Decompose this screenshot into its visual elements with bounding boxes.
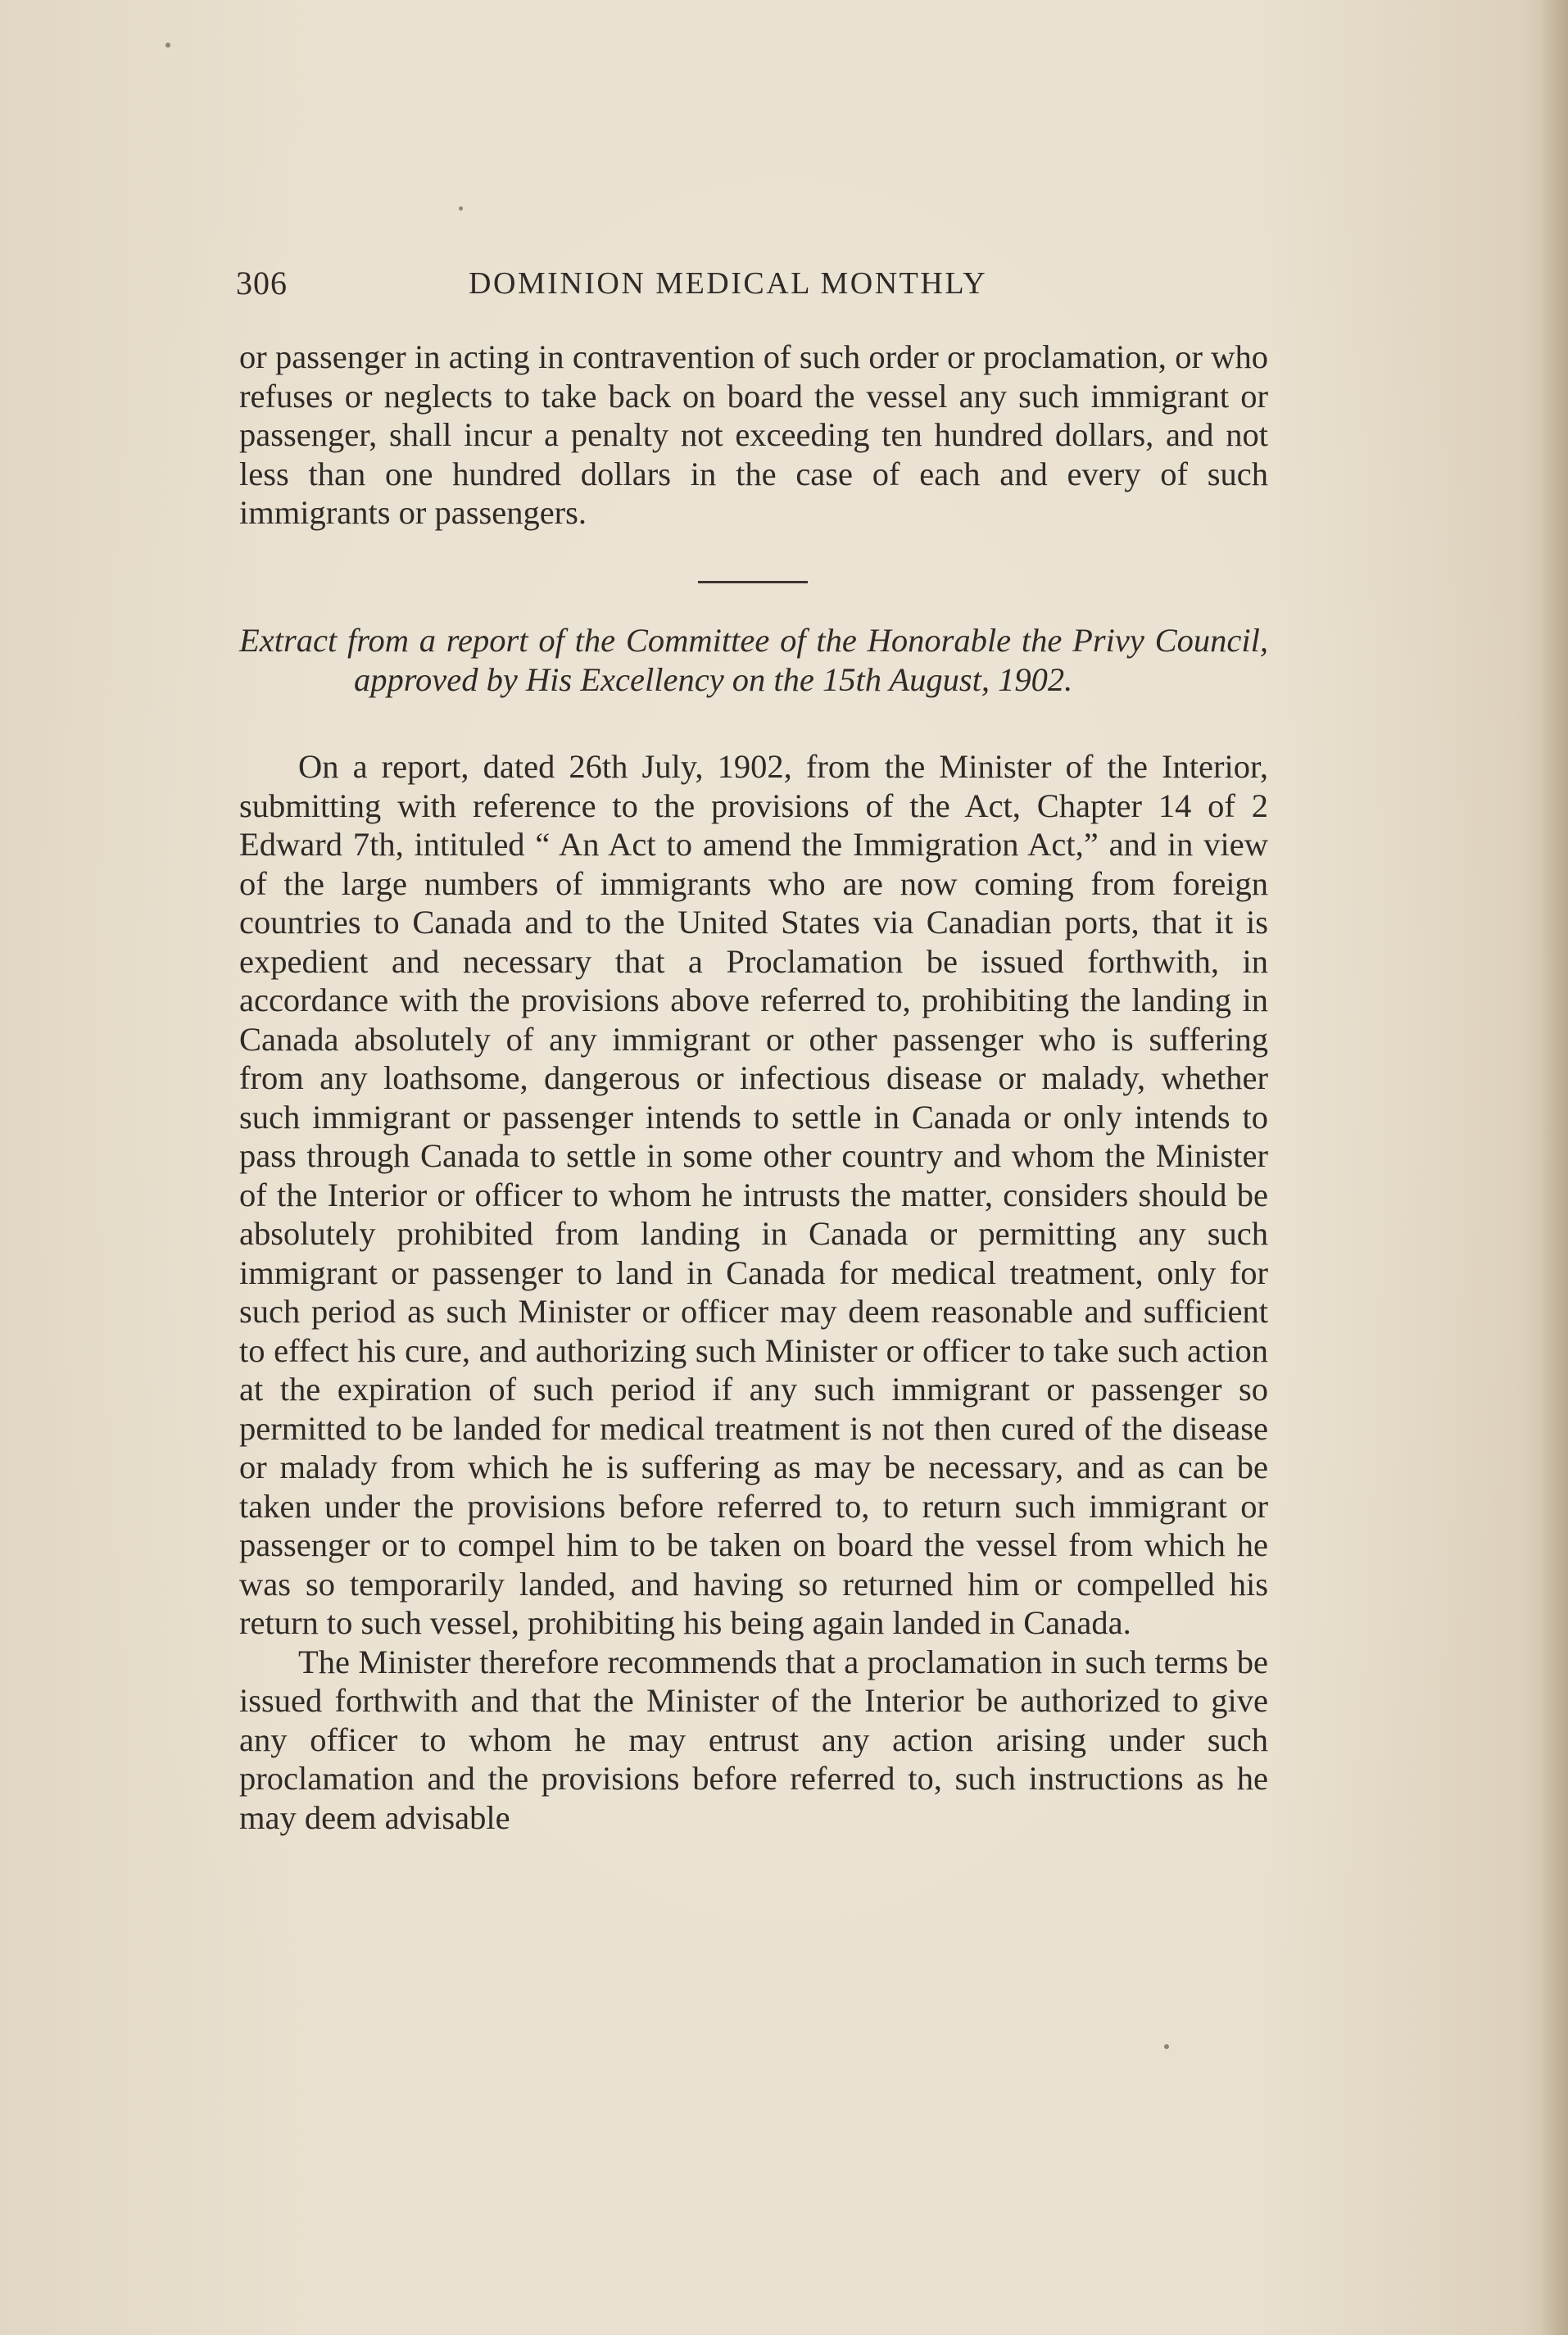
intro-paragraph: or passenger in acting in contravention of such order or proclamation, or who refuses or neglects to take back on board the vessel any such immigrant or passenger, shall incur a penalty not exceeding ten hundred dollars, and not less than one hundred dollars in the case of each and every of such immigrants or passengers. bbox=[239, 338, 1268, 531]
paragraph: The Minister therefore recommends that a proclamation in such terms be issued forthwith and that the Minister of the Interior be authorized to give any officer to whom he may entrust any action arising under such proclamation and the provisions before referred to, such instructions as he may deem advisable bbox=[239, 1643, 1268, 1836]
page-edge-shadow bbox=[1540, 0, 1568, 2335]
extract-heading: Extract from a report of the Committee of the Honorable the Privy Council, approved by His Excellency on the 15th August, 1902. bbox=[239, 622, 1268, 698]
paper-speck bbox=[1164, 2044, 1169, 2049]
paper-speck bbox=[459, 206, 463, 211]
running-head: DOMINION MEDICAL MONTHLY bbox=[469, 266, 988, 301]
paragraph: On a report, dated 26th July, 1902, from the Minister of the Interior, submitting with reference to the provisions of the Act, Chapter 14 of 2 Edward 7th, intituled “ An Act to amend the Immigration Act,” and in view of the large numbers of immigrants who are now coming from foreign countries to Canada and to the United States via Canadian ports, that it is expedient and necessary that a Proclamation be issued forthwith, in accordance with the provisions above referred to, prohibiting the landing in Canada absolutely of any immigrant or other passenger who is suffering from any loathsome, dangerous or infectious disease or malady, whether such immigrant or passenger intends to settle in Canada or only intends to pass through Canada to settle in some other country and whom the Minister of the Interior or officer to whom he intrusts the matter, considers should be absolutely prohibited from landing in Canada or permitting any such immigrant or passenger to land in Canada for medical treatment, only for such period as such Minister or officer may deem reasonable and sufficient to effect his cure, and authorizing such Minister or officer to take such action at the expiration of such period if any such immigrant or passenger so permitted to be landed for medical treatment is not then cured of the disease or malady from which he is suffering as may be necessary, and as can be taken under the provisions before referred to, to return such immigrant or passenger or to compel him to be taken on board the vessel from which he was so temporarily landed, and having so returned him or compelled his return to such vessel, prohibiting his being again landed in Canada. bbox=[239, 748, 1268, 1641]
section-divider bbox=[698, 581, 808, 583]
page-number: 306 bbox=[236, 265, 288, 302]
body-text bbox=[239, 747, 1268, 1837]
page-header bbox=[236, 264, 1268, 308]
extract-heading-block bbox=[239, 621, 1268, 699]
paper-speck bbox=[165, 43, 170, 48]
intro-paragraph-block bbox=[239, 338, 1268, 533]
